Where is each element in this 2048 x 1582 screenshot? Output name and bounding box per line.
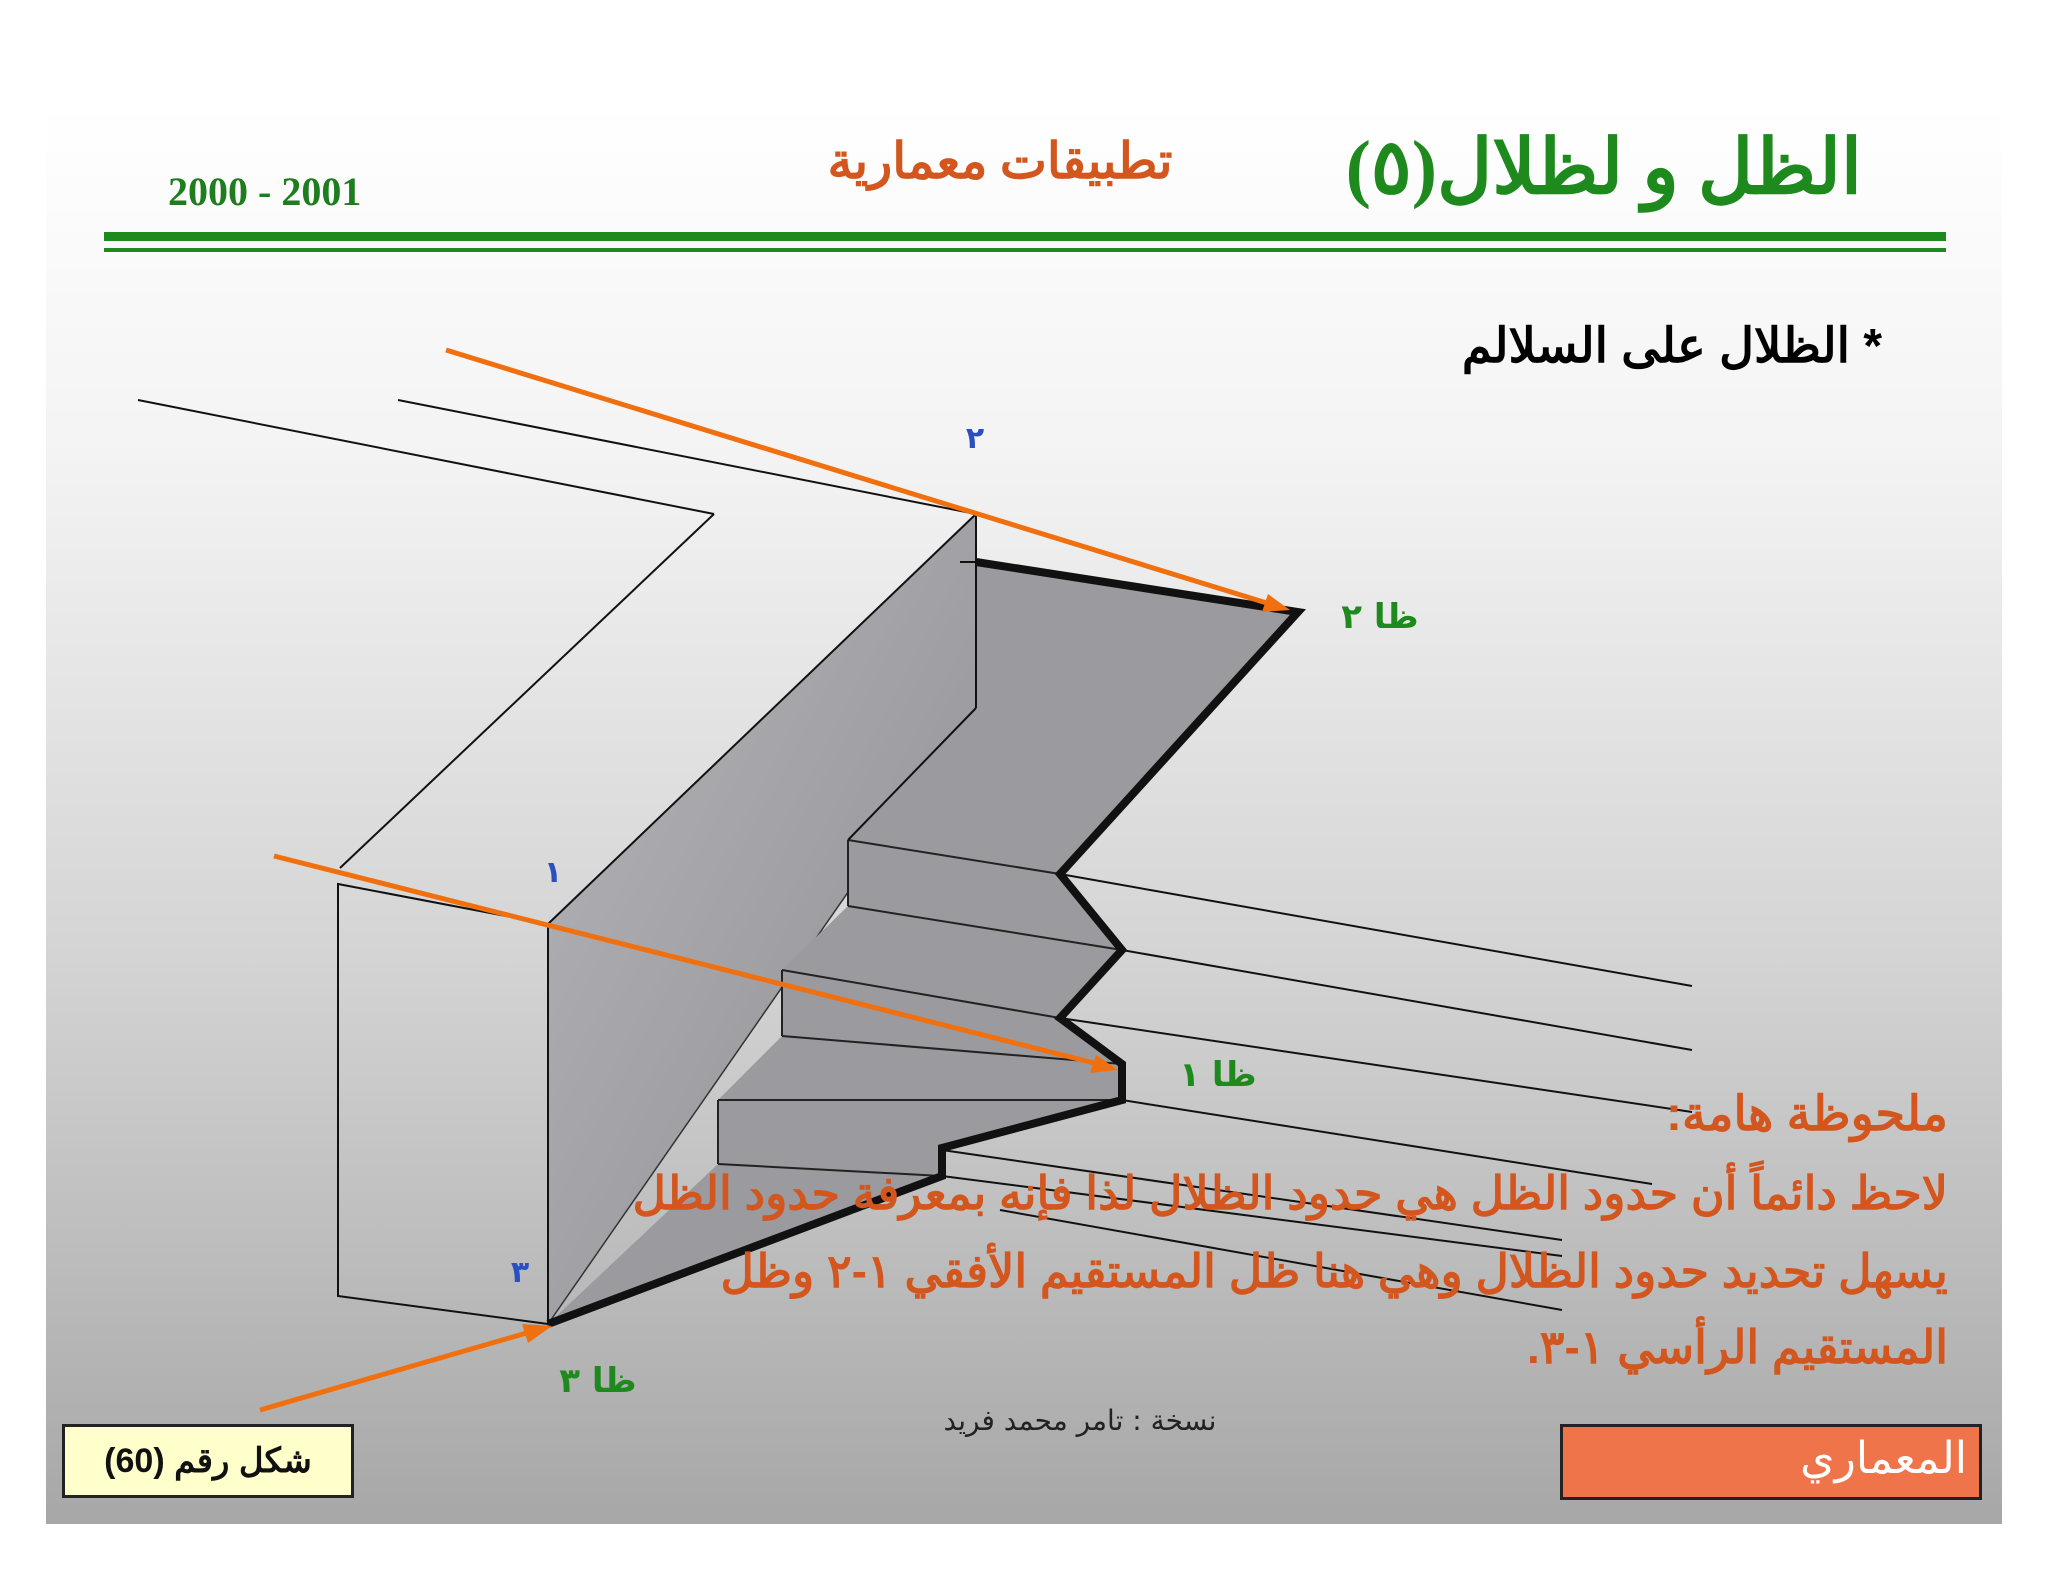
note-line-2: يسهل تحديد حدود الظلال وهي هنا ظل المستقيم الأفقي ١-٢ وظل (720, 1245, 1948, 1297)
note-line-1: لاحظ دائماً أن حدود الظل هي حدود الظلال لذا فإنه بمعرفة حدود الظل (632, 1167, 1948, 1219)
logo-text: المعماري (1800, 1433, 1967, 1484)
logo-box (1560, 1424, 1982, 1500)
section-heading: * الظلال على السلالم (1461, 320, 1882, 373)
point-label-3: ٣ (510, 1255, 530, 1290)
shadow-label-3: ظا ٣ (559, 1361, 637, 1401)
note-title: ملحوظة هامة: (1665, 1088, 1948, 1141)
shadow-label-2: ظا ٢ (1341, 597, 1419, 637)
copy-credit: نسخة : تامر محمد فريد (943, 1404, 1217, 1437)
point-label-1: ١ (543, 855, 563, 890)
point-label-2: ٢ (965, 421, 985, 456)
academic-years: 2000 - 2001 (168, 169, 362, 214)
header-rule-thick (104, 232, 1946, 241)
figure-number-label: شكل رقم (60) (104, 1442, 312, 1480)
header-rule-thin (104, 248, 1946, 252)
figure-number-box (62, 1424, 354, 1498)
page-title: الظل و لظلال(٥) (1345, 126, 1862, 210)
note-line-3: المستقيم الرأسي ١-٣. (1526, 1321, 1948, 1373)
shadow-label-1: ظا ١ (1179, 1055, 1257, 1095)
header-subtitle: تطبيقات معمارية (827, 133, 1173, 189)
